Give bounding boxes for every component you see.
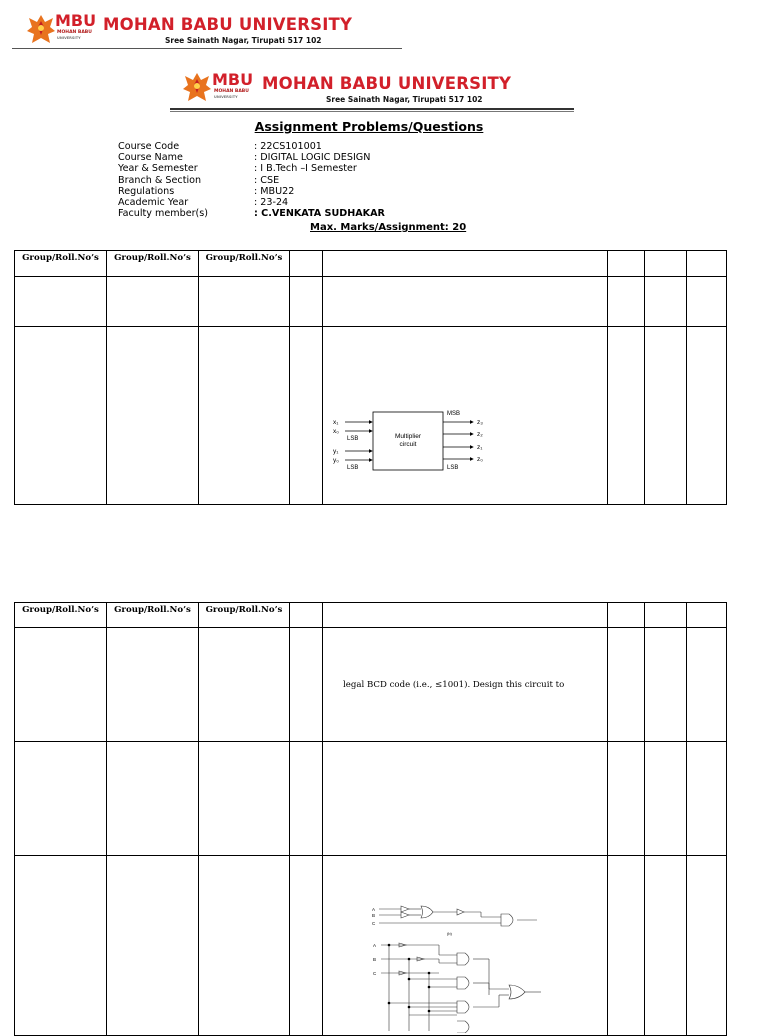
- table-cell: [608, 628, 645, 742]
- table-cell: [199, 742, 290, 856]
- output-lsb-label: LSB: [447, 465, 459, 471]
- table-cell: [290, 742, 323, 856]
- year-semester-value: : I B.Tech –I Semester: [254, 163, 357, 175]
- table-cell: [290, 628, 323, 742]
- academic-year-value: : 23-24: [254, 197, 289, 208]
- question-text: legal BCD code (i.e., ≤1001). Design this circuit to: [343, 680, 565, 690]
- top-input-b-label: B: [372, 913, 376, 918]
- circuit-label: circuit: [399, 441, 417, 448]
- group-rollno-header: Group/Roll.No’s: [107, 603, 199, 628]
- course-info-row: [0, 186, 700, 198]
- course-info-row: [0, 152, 700, 164]
- faculty-value: : C.VENKATA SUDHAKAR: [254, 208, 385, 220]
- table-cell: [323, 603, 608, 628]
- table-cell: [687, 251, 727, 277]
- output-z0-label: z₀: [477, 456, 483, 463]
- table-cell: [15, 742, 107, 856]
- university-address: Sree Sainath Nagar, Tirupati 517 102: [326, 95, 483, 104]
- logo-mbu-text: MBU: [55, 11, 97, 30]
- table-cell: [608, 251, 645, 277]
- table-cell: [687, 603, 727, 628]
- table-cell: [645, 628, 687, 742]
- header-rule: [12, 48, 402, 49]
- table-header-row: [15, 251, 727, 277]
- input-y0-label: y₀: [333, 457, 339, 464]
- table-row: [15, 327, 727, 505]
- branch-section-label: Branch & Section: [118, 174, 202, 186]
- table-cell: [608, 742, 645, 856]
- table-cell: [687, 628, 727, 742]
- logo-subtext2: UNIVERSITY: [214, 95, 238, 99]
- document-title: Assignment Problems/Questions: [254, 119, 484, 134]
- course-code-label: Course Code: [118, 141, 180, 152]
- regulations-label: Regulations: [118, 185, 175, 197]
- table-cell: [290, 603, 323, 628]
- table-row: [15, 277, 727, 327]
- table-cell: [107, 327, 199, 505]
- table-cell: [608, 603, 645, 628]
- table-cell: [107, 628, 199, 742]
- table-cell: [290, 327, 323, 505]
- table-cell: [608, 327, 645, 505]
- table-cell: [687, 856, 727, 1036]
- course-info-row: [0, 208, 700, 220]
- course-name-value: : DIGITAL LOGIC DESIGN: [254, 152, 371, 164]
- top-input-a-label: A: [372, 907, 376, 912]
- table-cell: [645, 251, 687, 277]
- table-cell: [323, 742, 608, 856]
- assignment-table-2: [14, 602, 727, 1036]
- table-cell: [645, 327, 687, 505]
- table-header-row: [15, 603, 727, 628]
- branch-section-value: : CSE: [254, 174, 280, 186]
- table-cell: [645, 603, 687, 628]
- output-z3-label: z₃: [477, 419, 483, 426]
- regulations-value: : MBU22: [254, 185, 295, 197]
- top-input-c-label: C: [372, 921, 376, 926]
- table-cell: [290, 277, 323, 327]
- input-x1-label: x₁: [333, 419, 339, 426]
- group-rollno-header: Group/Roll.No’s: [15, 603, 107, 628]
- table-cell: [290, 856, 323, 1036]
- diagram-mid-label: (b): [447, 931, 452, 936]
- table-row: [15, 856, 727, 1036]
- multiplier-label: Multiplier: [394, 433, 422, 440]
- university-name: MOHAN BABU UNIVERSITY: [103, 15, 353, 34]
- input-lsb-label: LSB: [347, 465, 359, 471]
- university-address: Sree Sainath Nagar, Tirupati 517 102: [165, 36, 322, 45]
- table-cell: [645, 856, 687, 1036]
- year-semester-label: Year & Semester: [118, 163, 198, 175]
- max-marks: Max. Marks/Assignment: 20: [310, 222, 467, 233]
- diagram-cell: [323, 856, 608, 1036]
- output-z2-label: z₂: [477, 431, 483, 438]
- table-cell: [15, 628, 107, 742]
- header-rule: [170, 108, 574, 110]
- diagram-cell: [323, 327, 608, 505]
- output-z1-label: z₁: [477, 444, 483, 451]
- input-x0-label: x₀: [333, 428, 339, 435]
- logic-gate-diagram: [369, 903, 569, 1033]
- table-cell: [687, 327, 727, 505]
- table-row: [15, 742, 727, 856]
- table-cell: [645, 742, 687, 856]
- table-cell: [645, 277, 687, 327]
- bottom-input-b-label: B: [373, 957, 377, 962]
- table-cell: [608, 277, 645, 327]
- university-crest-icon: [182, 70, 212, 104]
- multiplier-circuit-diagram: [331, 406, 501, 476]
- faculty-label: Faculty member(s): [118, 208, 209, 220]
- group-rollno-header: Group/Roll.No’s: [107, 251, 199, 277]
- assignment-table-1: [14, 250, 727, 505]
- course-info-row: [0, 175, 700, 187]
- table-cell: [15, 327, 107, 505]
- table-cell: [107, 277, 199, 327]
- table-cell: [290, 251, 323, 277]
- course-code-value: : 22CS101001: [254, 141, 322, 152]
- course-info-row: [0, 163, 700, 175]
- table-cell: [15, 856, 107, 1036]
- table-cell: [199, 856, 290, 1036]
- logo-subtext: MOHAN BABU: [214, 89, 249, 94]
- question-cell: [323, 628, 608, 742]
- bottom-input-c-label: C: [373, 971, 377, 976]
- table-cell: [199, 327, 290, 505]
- table-cell: [15, 277, 107, 327]
- logo-subtext: MOHAN BABU: [57, 30, 92, 35]
- logo-mbu-text: MBU: [212, 70, 254, 89]
- table-row: [15, 628, 727, 742]
- group-rollno-header: Group/Roll.No’s: [15, 251, 107, 277]
- group-rollno-header: Group/Roll.No’s: [199, 251, 290, 277]
- table-cell: [323, 251, 608, 277]
- university-name: MOHAN BABU UNIVERSITY: [262, 74, 512, 93]
- table-cell: [608, 856, 645, 1036]
- university-crest-icon: [26, 13, 56, 45]
- group-rollno-header: Group/Roll.No’s: [199, 603, 290, 628]
- table-cell: [107, 742, 199, 856]
- table-cell: [107, 856, 199, 1036]
- header-rule-thin: [170, 111, 574, 112]
- table-cell: [323, 277, 608, 327]
- academic-year-label: Academic Year: [118, 197, 189, 208]
- bottom-input-a-label: A: [373, 943, 377, 948]
- table-cell: [687, 742, 727, 856]
- table-cell: [687, 277, 727, 327]
- course-name-label: Course Name: [118, 152, 183, 164]
- course-info-row: [0, 141, 700, 153]
- course-info-row: [0, 197, 700, 209]
- table-cell: [199, 277, 290, 327]
- table-cell: [199, 628, 290, 742]
- input-lsb-label: LSB: [347, 436, 359, 442]
- output-msb-label: MSB: [447, 411, 461, 417]
- logo-subtext2: UNIVERSITY: [57, 36, 81, 40]
- input-y1-label: y₁: [333, 448, 339, 455]
